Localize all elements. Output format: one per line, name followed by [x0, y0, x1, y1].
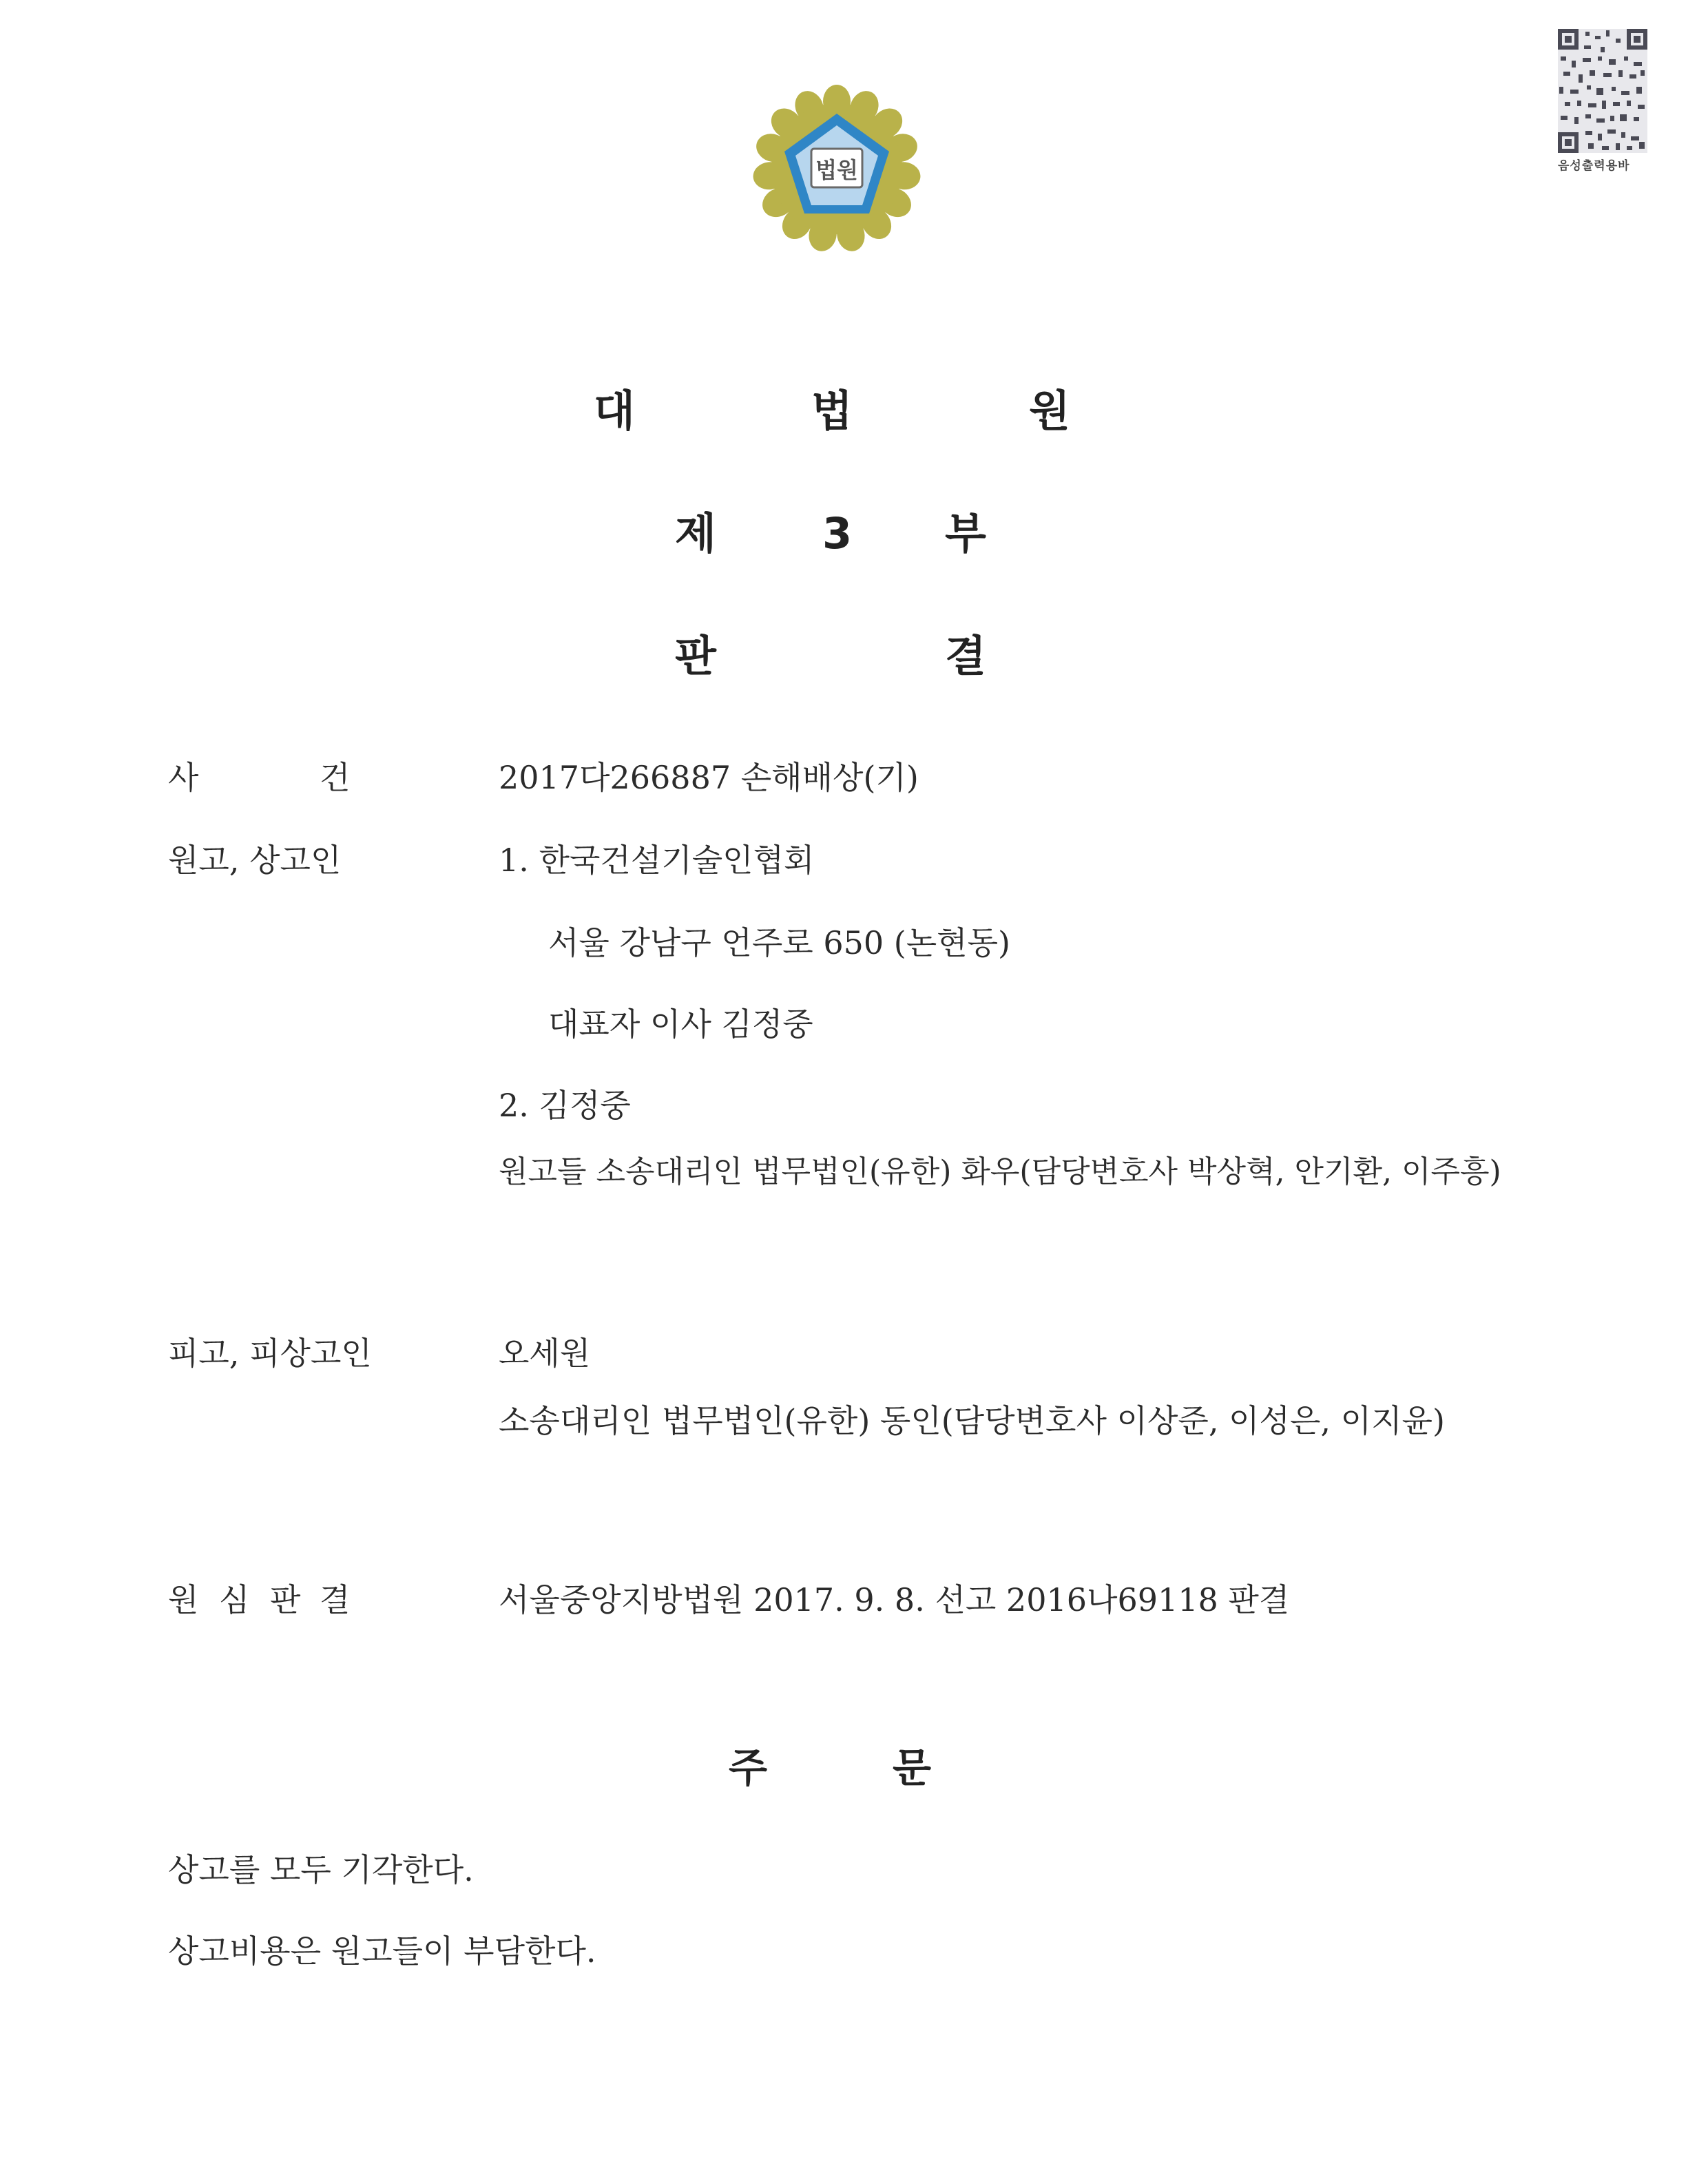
original-judgment-char-3: 판 — [270, 1581, 301, 1618]
court-name-char-2: 법 — [811, 386, 853, 436]
order-title — [0, 1744, 1708, 1796]
court-name-heading — [0, 386, 1708, 438]
original-judgment-value: 서울중앙지방법원 2017. 9. 8. 선고 2016나69118 판결 — [499, 1581, 1290, 1618]
plaintiff-1-address: 서울 강남구 언주로 650 (논현동) — [548, 924, 1010, 961]
order-title-char-2: 문 — [893, 1744, 932, 1791]
qr-code — [1558, 29, 1647, 153]
original-judgment-label — [0, 1581, 482, 1621]
plaintiff-counsel: 원고들 소송대리인 법무법인(유한) 화우(담당변호사 박상혁, 안기환, 이주흥) — [499, 1154, 1501, 1189]
document-type-char-2: 결 — [945, 631, 986, 681]
plaintiff-1-name: 1. 한국건설기술인협회 — [499, 842, 815, 879]
court-name-char-3: 원 — [1029, 386, 1070, 436]
order-line-2: 상고비용은 원고들이 부담한다. — [168, 1932, 596, 1970]
case-number: 2017다266887 손해배상(기) — [499, 759, 919, 796]
order-title-char-1: 주 — [729, 1744, 768, 1791]
defendant-counsel: 소송대리인 법무법인(유한) 동인(담당변호사 이상준, 이성은, 이지윤) — [499, 1402, 1445, 1439]
plaintiff-1-representative: 대표자 이사 김정중 — [548, 1005, 813, 1043]
division-heading — [0, 508, 1708, 561]
division-char-1: 제 — [675, 508, 716, 559]
plaintiff-2-name: 2. 김정중 — [499, 1087, 631, 1124]
qr-caption: 음성출력용바 — [1558, 159, 1630, 173]
division-char-3: 부 — [945, 508, 986, 559]
order-line-1: 상고를 모두 기각한다. — [168, 1851, 474, 1888]
original-judgment-char-2: 심 — [219, 1581, 250, 1618]
court-emblem — [751, 83, 923, 255]
plaintiff-label: 원고, 상고인 — [168, 842, 342, 879]
defendant-name: 오세원 — [499, 1335, 591, 1372]
document-type-heading — [0, 631, 1708, 683]
original-judgment-char-1: 원 — [168, 1581, 199, 1618]
defendant-label: 피고, 피상고인 — [168, 1335, 372, 1372]
case-label-char-1: 사 — [168, 759, 199, 796]
emblem-text: 법원 — [815, 157, 858, 183]
case-label — [0, 759, 482, 799]
document-type-char-1: 판 — [675, 631, 716, 681]
court-name-char-1: 대 — [594, 386, 635, 436]
original-judgment-char-4: 결 — [320, 1581, 351, 1618]
case-label-char-2: 건 — [320, 759, 351, 796]
division-char-2: 3 — [822, 508, 853, 559]
